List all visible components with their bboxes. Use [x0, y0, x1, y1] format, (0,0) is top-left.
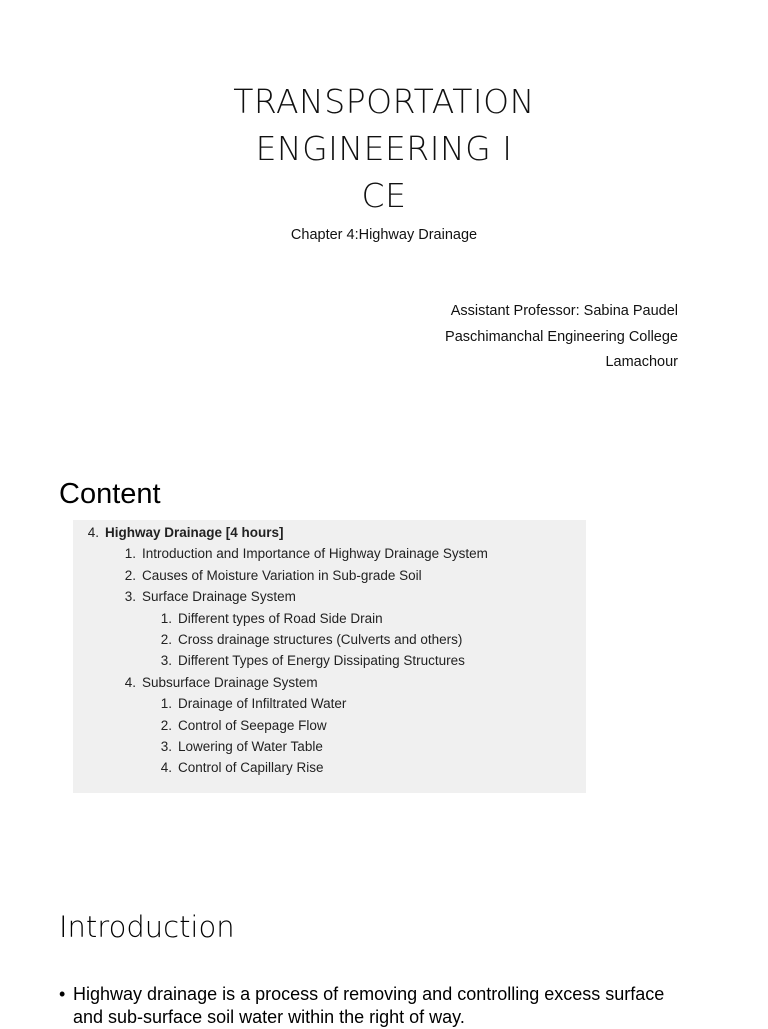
author-location: Lamachour — [605, 354, 678, 370]
syllabus-item-text: Causes of Moisture Variation in Sub-grade Soil — [142, 567, 422, 583]
syllabus-item-number: 3. — [160, 739, 172, 754]
syllabus-item-text: Drainage of Infiltrated Water — [178, 696, 347, 712]
syllabus-item-number: 1. — [124, 546, 136, 562]
author-info — [445, 299, 678, 376]
syllabus-item-text: Subsurface Drainage System — [142, 674, 318, 690]
syllabus-item — [108, 586, 296, 608]
syllabus-item-number: 2. — [124, 567, 136, 583]
bullet-item — [59, 983, 699, 1029]
introduction-heading: Introduction — [59, 910, 235, 944]
title-line-2: ENGINEERING I — [255, 129, 513, 168]
syllabus-item — [144, 715, 327, 737]
syllabus-item-text: Different types of Road Side Drain — [178, 610, 383, 626]
syllabus-item — [144, 608, 383, 630]
content-heading: Content — [59, 478, 161, 510]
syllabus-item-text: Introduction and Importance of Highway Drainage System — [142, 546, 488, 562]
syllabus-item — [108, 672, 318, 694]
syllabus-item-number: 1. — [160, 610, 172, 626]
syllabus-item-text: Different Types of Energy Dissipating Structures — [178, 653, 465, 669]
title-line-1: TRANSPORTATION — [233, 82, 535, 121]
title-line-3: CE — [361, 176, 407, 215]
syllabus-item-number: 4. — [124, 674, 136, 690]
syllabus-item-text: Control of Capillary Rise — [178, 760, 324, 776]
syllabus-item-text: Surface Drainage System — [142, 589, 296, 605]
syllabus-item-number: 2. — [160, 717, 172, 733]
syllabus-item-text: Control of Seepage Flow — [178, 717, 327, 733]
chapter-subtitle: Chapter 4:Highway Drainage — [290, 227, 478, 243]
content-slide — [0, 440, 768, 880]
syllabus-item-number: 4. — [160, 760, 172, 776]
syllabus-item — [73, 522, 284, 544]
bullet-text: Highway drainage is a process of removing and controlling excess surface and sub-surface soil water within the right of way. — [73, 984, 665, 1027]
introduction-slide — [0, 880, 768, 1027]
syllabus-item — [144, 629, 462, 651]
syllabus-box — [73, 520, 586, 793]
author-name: Assistant Professor: Sabina Paudel — [450, 303, 678, 319]
syllabus-item — [144, 650, 465, 672]
syllabus-item — [144, 736, 323, 758]
syllabus-item-number: 2. — [160, 632, 172, 647]
syllabus-item-text: Highway Drainage [4 hours] — [105, 525, 284, 540]
bullet-icon: • — [59, 984, 66, 1004]
syllabus-item — [108, 565, 422, 587]
title-slide — [0, 0, 768, 440]
syllabus-item — [144, 757, 324, 779]
slide-title — [0, 78, 768, 219]
syllabus-item — [144, 693, 346, 715]
syllabus-item-number: 4. — [87, 525, 99, 540]
syllabus-item-text: Lowering of Water Table — [178, 739, 323, 754]
syllabus-item — [108, 543, 488, 565]
author-college: Paschimanchal Engineering College — [445, 328, 678, 345]
syllabus-item-number: 1. — [160, 696, 172, 712]
syllabus-item-number: 3. — [124, 589, 136, 605]
syllabus-item-number: 3. — [160, 653, 172, 669]
syllabus-item-text: Cross drainage structures (Culverts and others) — [178, 632, 463, 647]
